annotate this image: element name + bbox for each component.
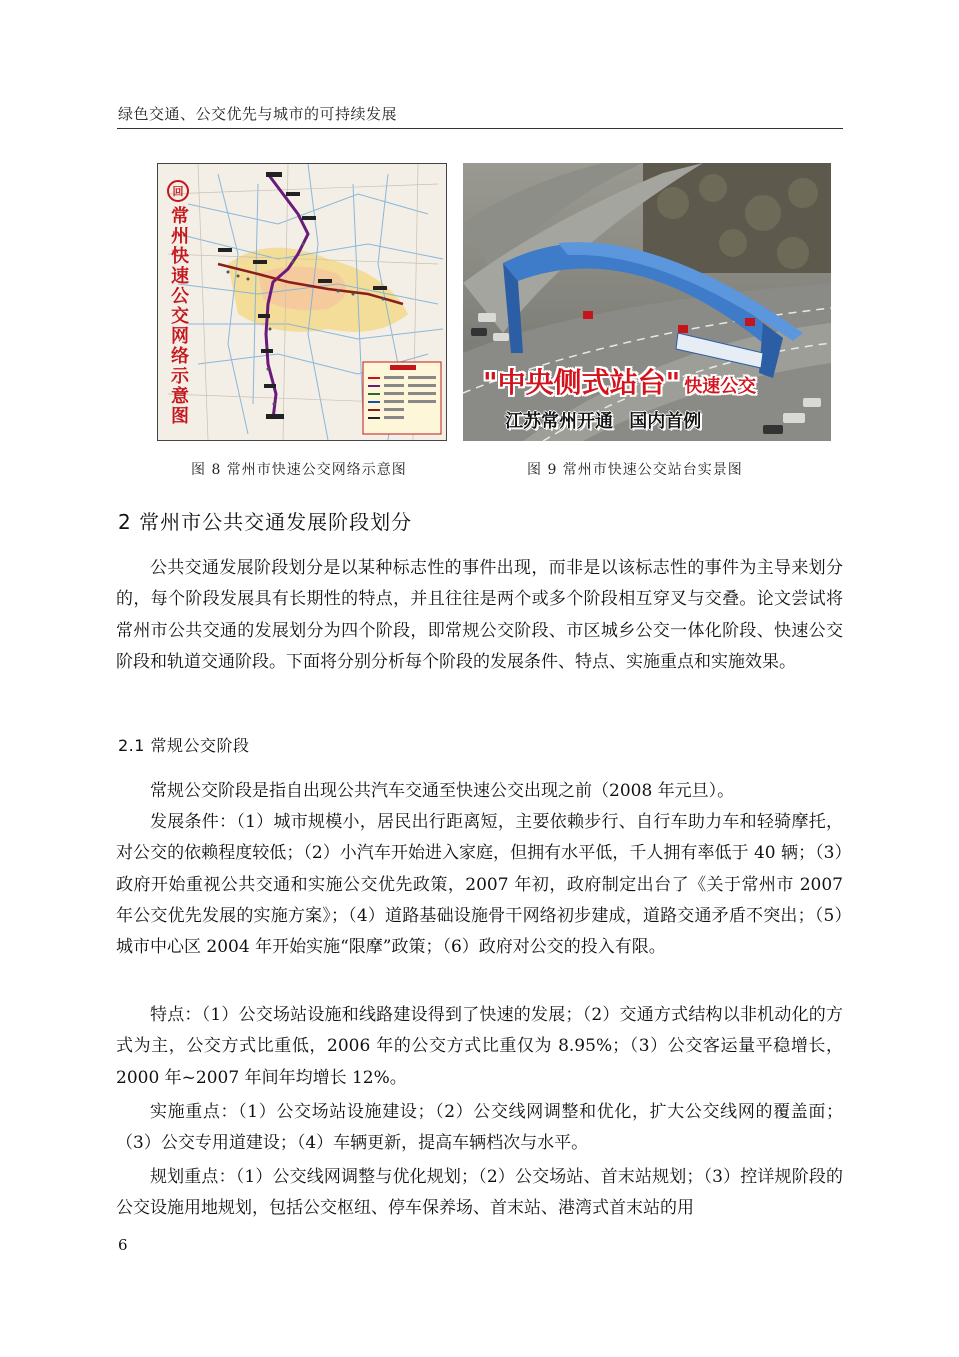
page-number: 6 <box>118 1236 128 1254</box>
paragraph-planning: 规划重点：（1）公交线网调整与优化规划；（2）公交场站、首末站规划；（3）控详规阶段的公交设施用地规划，包括公交枢纽、停车保养场、首末站、港湾式首末站的用 <box>116 1167 843 1219</box>
figure-8-caption: 图 8 常州市快速公交网络示意图 <box>191 462 407 478</box>
figure-8-map <box>157 163 447 441</box>
map-title-block <box>164 180 192 426</box>
figure-9-caption: 图 9 常州市快速公交站台实景图 <box>527 462 743 478</box>
photo-banner-subtext: 江苏常州开通 国内首例 <box>505 411 702 432</box>
running-header: 绿色交通、公交优先与城市的可持续发展 <box>118 105 398 123</box>
intro-paragraph: 公共交通发展阶段划分是以某种标志性的事件出现，而非是以该标志性的事件为主导来划分的，每个阶段发展具有长期性的特点，并且往往是两个或多个阶段相互穿叉与交叠。论文尝试将常州市公共交通的发展划分为四个阶段，即常规公交阶段、市区城乡公交一体化阶段、快速公交阶段和轨道交通阶段。下面将分别分析每个阶段的发展条件、特点、实施重点和实施效果。 <box>116 558 843 672</box>
photo-banner-suffix: 快速公交 <box>684 376 757 397</box>
header-rule <box>117 128 843 129</box>
transit-logo-icon: 回 <box>167 180 189 202</box>
subsection-heading: 2.1 常规公交阶段 <box>118 736 250 755</box>
paragraph-features: 特点：（1）公交场站设施和线路建设得到了快速的发展；（2）交通方式结构以非机动化的方式为主，公交方式比重低，2006 年的公交方式比重仅为 8.95%；（3）公交客运量平稳增长， 2000 年~2007 年间年均增长 12%。 <box>116 1005 843 1088</box>
photo-banner-text <box>483 361 756 401</box>
map-title: 常州快速公交网络示意图 <box>168 206 189 426</box>
paragraph-implementation: 实施重点：（1）公交场站设施建设；（2）公交线网调整和优化，扩大公交线网的覆盖面；（3）公交专用道建设；（4）车辆更新，提高车辆档次与水平。 <box>116 1102 843 1154</box>
bus-network-map <box>158 164 446 440</box>
section-heading: 2 常州市公共交通发展阶段划分 <box>118 510 413 534</box>
photo-banner-main: "中央侧式站台" <box>483 366 681 399</box>
figure-9-photo <box>463 163 831 441</box>
paragraph-definition: 常规公交阶段是指自出现公共汽车交通至快速公交出现之前（2008 年元旦）。 <box>150 781 735 801</box>
paragraph-conditions: 发展条件：（1）城市规模小，居民出行距离短，主要依赖步行、自行车助力车和轻骑摩托，对公交的依赖程度较低；（2）小汽车开始进入家庭，但拥有水平低，千人拥有率低于 40 辆；（3）政府开始重视公共交通和实施公交优先政策，2007 年初，政府制定出台了《关于常州市 2007 年公交优先发展的实施方案》；（4）道路基础设施骨干网络初步建成，道路交通矛盾不突出；（5）城市中心区 2004 年开始实施“限摩”政策；（6）政府对公交的投入有限。 <box>116 812 843 958</box>
